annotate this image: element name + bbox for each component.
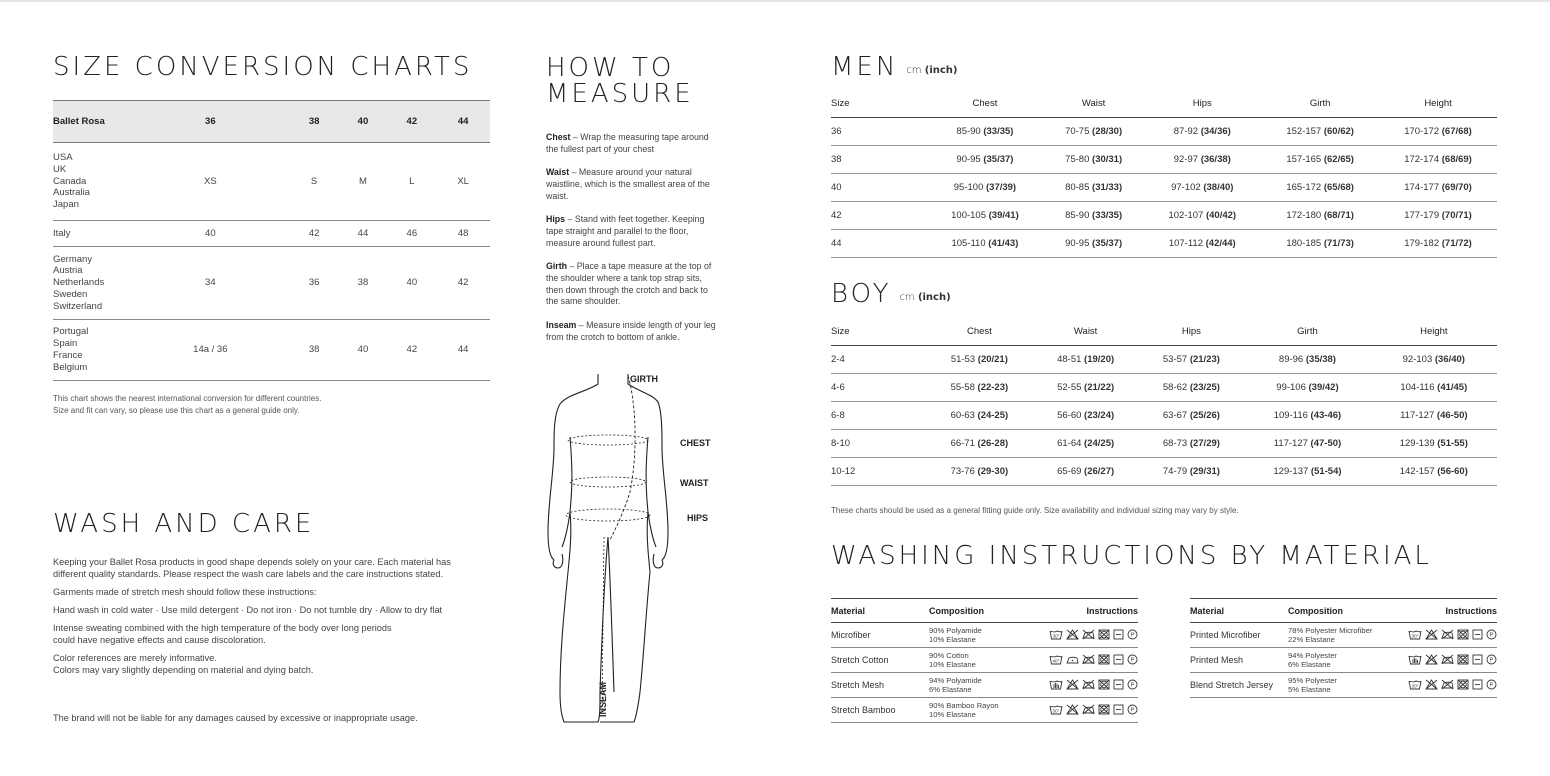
boy-size-row bbox=[831, 429, 1497, 457]
care-icons bbox=[1039, 673, 1138, 698]
conversion-size-cell: 42 bbox=[436, 247, 490, 320]
no-iron-icon bbox=[1082, 654, 1095, 667]
dry-flat-icon bbox=[1113, 679, 1124, 692]
boy-size-cell: 104-116 (41/45) bbox=[1371, 373, 1497, 401]
material-name: Stretch Mesh bbox=[831, 673, 929, 698]
conversion-size-cell: 44 bbox=[339, 221, 388, 247]
measure-inseam: Inseam – Measure inside length of your leg from the crotch to bottom of ankle. bbox=[546, 320, 716, 342]
wash-30-icon bbox=[1408, 629, 1422, 642]
chest-label: CHEST bbox=[680, 438, 711, 448]
boy-size-cell: 4-6 bbox=[831, 373, 926, 401]
men-size-cell: 40 bbox=[831, 173, 926, 201]
care-icons bbox=[1398, 673, 1497, 698]
washing-header-row-right bbox=[1190, 599, 1497, 623]
dry-flat-icon bbox=[1472, 679, 1483, 692]
boy-size-cell: 53-57 (21/23) bbox=[1139, 345, 1245, 373]
no-bleach-icon bbox=[1425, 679, 1438, 692]
no-bleach-icon bbox=[1425, 654, 1438, 667]
pro-clean-icon bbox=[1127, 629, 1138, 642]
wash-care-title: WASH AND CARE bbox=[53, 509, 315, 539]
svg-text:P: P bbox=[1489, 632, 1494, 639]
measure-hips: Hips – Stand with feet together. Keeping tape straight and parallel to the floor, measure around fullest part. bbox=[546, 214, 705, 248]
boy-header-cell: Height bbox=[1371, 319, 1497, 345]
wash-care-paragraph-2: Garments made of stretch mesh should follow these instructions: bbox=[53, 587, 317, 597]
material-name: Stretch Bamboo bbox=[831, 698, 929, 723]
boy-size-cell: 8-10 bbox=[831, 429, 926, 457]
men-header-cell: Height bbox=[1379, 91, 1497, 117]
boy-size-cell: 99-106 (39/42) bbox=[1244, 373, 1370, 401]
wash-40-icon bbox=[1049, 654, 1063, 667]
boy-size-row bbox=[831, 345, 1497, 373]
men-size-cell: 97-102 (38/40) bbox=[1143, 173, 1261, 201]
pro-clean-icon bbox=[1486, 679, 1497, 692]
washing-row bbox=[1190, 623, 1497, 648]
care-icons bbox=[1039, 648, 1138, 673]
boy-size-cell: 58-62 (23/25) bbox=[1139, 373, 1245, 401]
material-name: Printed Microfiber bbox=[1190, 623, 1288, 648]
measure-chest: Chest – Wrap the measuring tape around the fullest part of your chest bbox=[546, 132, 709, 154]
no-bleach-icon bbox=[1066, 679, 1079, 692]
waist-label: WAIST bbox=[680, 478, 709, 488]
boy-size-cell: 55-58 (22-23) bbox=[926, 373, 1033, 401]
washing-table-left bbox=[831, 598, 1138, 723]
boy-size-cell: 52-55 (21/22) bbox=[1033, 373, 1139, 401]
svg-text:30°: 30° bbox=[1052, 708, 1060, 713]
conversion-size-cell: 40 bbox=[387, 247, 436, 320]
dry-flat-icon bbox=[1113, 704, 1124, 717]
pro-clean-icon bbox=[1127, 654, 1138, 667]
boy-size-row bbox=[831, 457, 1497, 485]
svg-text:30°: 30° bbox=[1411, 633, 1419, 638]
conversion-size-cell: 34 bbox=[131, 247, 290, 320]
wash-care-paragraph-3: Hand wash in cold water · Use mild detergent · Do not iron · Do not tumble dry · Allow to dry flat bbox=[53, 605, 443, 615]
boy-size-cell: 2-4 bbox=[831, 345, 926, 373]
conversion-size-cell: 42 bbox=[290, 221, 339, 247]
no-bleach-icon bbox=[1066, 704, 1079, 717]
boy-size-cell: 117-127 (47-50) bbox=[1244, 429, 1370, 457]
conversion-size-cell: 48 bbox=[436, 221, 490, 247]
washing-row bbox=[1190, 673, 1497, 698]
svg-text:P: P bbox=[1489, 682, 1494, 689]
no-tumble-icon bbox=[1457, 654, 1469, 667]
washing-row bbox=[831, 648, 1138, 673]
pro-clean-icon bbox=[1127, 704, 1138, 717]
men-size-cell: 165-172 (65/68) bbox=[1261, 173, 1379, 201]
boy-size-cell: 63-67 (25/26) bbox=[1139, 401, 1245, 429]
boy-size-cell: 129-139 (51-55) bbox=[1371, 429, 1497, 457]
boy-size-cell: 74-79 (29/31) bbox=[1139, 457, 1245, 485]
men-size-cell: 172-180 (68/71) bbox=[1261, 201, 1379, 229]
boy-size-cell: 66-71 (26-28) bbox=[926, 429, 1033, 457]
boy-header-cell: Hips bbox=[1139, 319, 1245, 345]
svg-text:30°: 30° bbox=[1052, 633, 1060, 638]
men-size-cell: 87-92 (34/36) bbox=[1143, 117, 1261, 145]
boy-size-cell: 117-127 (46-50) bbox=[1371, 401, 1497, 429]
body-measure-diagram bbox=[540, 372, 730, 727]
how-to-measure-title-line2: MEASURE bbox=[546, 79, 694, 109]
men-size-cell: 177-179 (70/71) bbox=[1379, 201, 1497, 229]
no-tumble-icon bbox=[1098, 629, 1110, 642]
men-size-cell: 70-75 (28/30) bbox=[1044, 117, 1143, 145]
boy-size-cell: 10-12 bbox=[831, 457, 926, 485]
washing-row bbox=[1190, 648, 1497, 673]
men-size-row bbox=[831, 145, 1497, 173]
conversion-row bbox=[53, 143, 490, 221]
conversion-header-cell: 36 bbox=[131, 101, 290, 143]
size-conversion-title: SIZE CONVERSION CHARTS bbox=[53, 52, 473, 82]
boy-size-table bbox=[831, 319, 1497, 486]
conversion-size-cell: 42 bbox=[387, 320, 436, 381]
wash-care-disclaimer: The brand will not be liable for any damages caused by excessive or inappropriate usage. bbox=[53, 713, 418, 723]
boy-size-cell: 73-76 (29-30) bbox=[926, 457, 1033, 485]
men-size-row bbox=[831, 201, 1497, 229]
svg-text:P: P bbox=[1130, 707, 1135, 714]
men-header-cell: Size bbox=[831, 91, 926, 117]
no-bleach-icon bbox=[1066, 629, 1079, 642]
men-size-cell: 90-95 (35/37) bbox=[926, 145, 1044, 173]
material-composition: 94% Polyester 6% Elastane bbox=[1288, 648, 1398, 673]
material-name: Printed Mesh bbox=[1190, 648, 1288, 673]
conversion-size-cell: M bbox=[339, 143, 388, 221]
boy-size-cell: 48-51 (19/20) bbox=[1033, 345, 1139, 373]
pro-clean-icon bbox=[1486, 629, 1497, 642]
men-size-row bbox=[831, 117, 1497, 145]
material-name: Microfiber bbox=[831, 623, 929, 648]
care-icons bbox=[1039, 698, 1138, 723]
no-tumble-icon bbox=[1098, 704, 1110, 717]
men-size-cell: 85-90 (33/35) bbox=[926, 117, 1044, 145]
hips-label: HIPS bbox=[687, 513, 709, 523]
men-header-cell: Hips bbox=[1143, 91, 1261, 117]
conversion-size-cell: 40 bbox=[339, 320, 388, 381]
men-size-cell: 42 bbox=[831, 201, 926, 229]
men-header-cell: Girth bbox=[1261, 91, 1379, 117]
men-size-row bbox=[831, 229, 1497, 257]
no-tumble-icon bbox=[1098, 679, 1110, 692]
no-iron-icon bbox=[1082, 704, 1095, 717]
men-title: MEN cm (inch) bbox=[831, 52, 958, 82]
men-size-cell: 152-157 (60/62) bbox=[1261, 117, 1379, 145]
material-composition: 90% Polyamide 10% Elastane bbox=[929, 623, 1039, 648]
body-outline-left bbox=[548, 374, 598, 560]
material-composition: 78% Polyester Microfiber 22% Elastane bbox=[1288, 623, 1398, 648]
boy-header-cell: Girth bbox=[1244, 319, 1370, 345]
boy-size-cell: 6-8 bbox=[831, 401, 926, 429]
conversion-size-cell: XS bbox=[131, 143, 290, 221]
size-conversion-table bbox=[53, 100, 490, 381]
material-composition: 90% Bamboo Rayon 10% Elastane bbox=[929, 698, 1039, 723]
conversion-size-cell: 38 bbox=[339, 247, 388, 320]
men-size-cell: 100-105 (39/41) bbox=[926, 201, 1044, 229]
boy-header-cell: Size bbox=[831, 319, 926, 345]
dry-flat-icon bbox=[1472, 629, 1483, 642]
care-icons bbox=[1039, 623, 1138, 648]
men-header-row bbox=[831, 91, 1497, 117]
conversion-size-cell: 46 bbox=[387, 221, 436, 247]
boy-header-cell: Chest bbox=[926, 319, 1033, 345]
boy-size-cell: 92-103 (36/40) bbox=[1371, 345, 1497, 373]
men-size-table bbox=[831, 91, 1497, 258]
men-size-cell: 38 bbox=[831, 145, 926, 173]
conversion-row bbox=[53, 247, 490, 320]
washing-header-row-left bbox=[831, 599, 1138, 623]
boy-size-cell: 61-64 (24/25) bbox=[1033, 429, 1139, 457]
boy-size-cell: 68-73 (27/29) bbox=[1139, 429, 1245, 457]
men-size-cell: 92-97 (36/38) bbox=[1143, 145, 1261, 173]
conversion-countries-cell: Germany Austria Netherlands Sweden Switzerland bbox=[53, 247, 131, 320]
boy-size-cell: 142-157 (56-60) bbox=[1371, 457, 1497, 485]
washing-header-cell: Composition bbox=[1288, 599, 1398, 623]
wash-care-paragraph-1: Keeping your Ballet Rosa products in good shape depends solely on your care. Each material has different quality standards. Please respect the wash care labels and the care instructions stated. bbox=[53, 557, 451, 579]
svg-text:P: P bbox=[1130, 632, 1135, 639]
men-size-cell: 102-107 (40/42) bbox=[1143, 201, 1261, 229]
hand-wash-icon bbox=[1408, 654, 1422, 667]
conversion-header-cell: 42 bbox=[387, 101, 436, 143]
men-header-cell: Chest bbox=[926, 91, 1044, 117]
men-size-cell: 80-85 (31/33) bbox=[1044, 173, 1143, 201]
washing-header-cell: Instructions bbox=[1039, 599, 1138, 623]
dry-flat-icon bbox=[1472, 654, 1483, 667]
inseam-label: INSEAM bbox=[598, 681, 608, 717]
washing-row bbox=[831, 673, 1138, 698]
svg-text:P: P bbox=[1130, 657, 1135, 664]
men-size-cell: 180-185 (71/73) bbox=[1261, 229, 1379, 257]
material-composition: 94% Polyamide 6% Elastane bbox=[929, 673, 1039, 698]
washing-row bbox=[831, 623, 1138, 648]
material-composition: 95% Polyester 5% Elastane bbox=[1288, 673, 1398, 698]
pro-clean-icon bbox=[1486, 654, 1497, 667]
conversion-size-cell: 40 bbox=[131, 221, 290, 247]
boy-size-cell: 129-137 (51-54) bbox=[1244, 457, 1370, 485]
men-size-cell: 44 bbox=[831, 229, 926, 257]
pro-clean-icon bbox=[1127, 679, 1138, 692]
how-to-measure-title bbox=[546, 55, 694, 107]
men-size-cell: 172-174 (68/69) bbox=[1379, 145, 1497, 173]
svg-text:P: P bbox=[1489, 657, 1494, 664]
no-iron-icon bbox=[1441, 654, 1454, 667]
washing-row bbox=[831, 698, 1138, 723]
material-name: Blend Stretch Jersey bbox=[1190, 673, 1288, 698]
washing-header-cell: Material bbox=[831, 599, 929, 623]
svg-text:P: P bbox=[1130, 682, 1135, 689]
washing-table-right bbox=[1190, 598, 1497, 698]
dry-flat-icon bbox=[1113, 629, 1124, 642]
boy-size-cell: 51-53 (20/21) bbox=[926, 345, 1033, 373]
care-icons bbox=[1398, 623, 1497, 648]
dry-flat-icon bbox=[1113, 654, 1124, 667]
conversion-header-cell: 38 bbox=[290, 101, 339, 143]
svg-text:40°: 40° bbox=[1052, 658, 1060, 663]
boy-header-cell: Waist bbox=[1033, 319, 1139, 345]
conversion-size-cell: 38 bbox=[290, 320, 339, 381]
conversion-header-cell: 44 bbox=[436, 101, 490, 143]
measure-waist: Waist – Measure around your natural waistline, which is the smallest area of the waist. bbox=[546, 167, 710, 201]
size-conversion-note: This chart shows the nearest international conversion for different countries. Size and fit can vary, so please use this chart as a general guide only. bbox=[53, 394, 322, 415]
wash-30-icon bbox=[1408, 679, 1422, 692]
no-iron-icon bbox=[1082, 629, 1095, 642]
men-size-cell: 179-182 (71/72) bbox=[1379, 229, 1497, 257]
top-border bbox=[0, 0, 1550, 2]
conversion-header-cell: Ballet Rosa bbox=[53, 101, 131, 143]
wash-care-paragraph-5: Color references are merely informative. Colors may vary slightly depending on material and dying batch. bbox=[53, 653, 314, 675]
no-iron-icon bbox=[1082, 679, 1095, 692]
material-composition: 90% Cotton 10% Elastane bbox=[929, 648, 1039, 673]
size-conversion-header-row bbox=[53, 101, 490, 143]
conversion-header-cell: 40 bbox=[339, 101, 388, 143]
boy-size-cell: 56-60 (23/24) bbox=[1033, 401, 1139, 429]
hand-wash-icon bbox=[1049, 679, 1063, 692]
boy-size-cell: 109-116 (43-46) bbox=[1244, 401, 1370, 429]
conversion-countries-cell: USA UK Canada Australia Japan bbox=[53, 143, 131, 221]
conversion-size-cell: 36 bbox=[290, 247, 339, 320]
size-charts-note: These charts should be used as a general fitting guide only. Size availability and individual sizing may vary by style. bbox=[831, 506, 1239, 515]
boy-size-row bbox=[831, 373, 1497, 401]
conversion-countries-cell: Italy bbox=[53, 221, 131, 247]
washing-header-cell: Instructions bbox=[1398, 599, 1497, 623]
boy-size-row bbox=[831, 401, 1497, 429]
no-tumble-icon bbox=[1098, 654, 1110, 667]
no-tumble-icon bbox=[1457, 629, 1469, 642]
men-header-cell: Waist bbox=[1044, 91, 1143, 117]
men-size-row bbox=[831, 173, 1497, 201]
boy-header-row bbox=[831, 319, 1497, 345]
conversion-size-cell: XL bbox=[436, 143, 490, 221]
boy-size-cell: 65-69 (26/27) bbox=[1033, 457, 1139, 485]
men-size-cell: 90-95 (35/37) bbox=[1044, 229, 1143, 257]
boy-size-cell: 89-96 (35/38) bbox=[1244, 345, 1370, 373]
wash-30-icon bbox=[1049, 704, 1063, 717]
no-iron-icon bbox=[1441, 679, 1454, 692]
men-size-cell: 174-177 (69/70) bbox=[1379, 173, 1497, 201]
conversion-row bbox=[53, 320, 490, 381]
men-size-cell: 75-80 (30/31) bbox=[1044, 145, 1143, 173]
girth-label: GIRTH bbox=[630, 374, 658, 384]
conversion-size-cell: 44 bbox=[436, 320, 490, 381]
how-to-measure-title-line1: HOW TO bbox=[546, 53, 675, 83]
men-size-cell: 107-112 (42/44) bbox=[1143, 229, 1261, 257]
conversion-row bbox=[53, 221, 490, 247]
no-tumble-icon bbox=[1457, 679, 1469, 692]
men-size-cell: 170-172 (67/68) bbox=[1379, 117, 1497, 145]
no-iron-icon bbox=[1441, 629, 1454, 642]
men-size-cell: 105-110 (41/43) bbox=[926, 229, 1044, 257]
svg-text:30°: 30° bbox=[1411, 683, 1419, 688]
men-size-cell: 95-100 (37/39) bbox=[926, 173, 1044, 201]
men-size-cell: 157-165 (62/65) bbox=[1261, 145, 1379, 173]
conversion-size-cell: S bbox=[290, 143, 339, 221]
conversion-size-cell: 14a / 36 bbox=[131, 320, 290, 381]
boy-title: BOY cm (inch) bbox=[831, 279, 951, 309]
no-bleach-icon bbox=[1425, 629, 1438, 642]
conversion-size-cell: L bbox=[387, 143, 436, 221]
men-size-cell: 36 bbox=[831, 117, 926, 145]
men-size-cell: 85-90 (33/35) bbox=[1044, 201, 1143, 229]
washing-header-cell: Composition bbox=[929, 599, 1039, 623]
care-icons bbox=[1398, 648, 1497, 673]
washing-header-cell: Material bbox=[1190, 599, 1288, 623]
wash-30-icon bbox=[1049, 629, 1063, 642]
boy-size-cell: 60-63 (24-25) bbox=[926, 401, 1033, 429]
washing-instructions-title: WASHING INSTRUCTIONS BY MATERIAL bbox=[831, 541, 1432, 571]
measure-girth: Girth – Place a tape measure at the top of the shoulder where a tank top strap sits, then down through the crotch and back to the same shoulder. bbox=[546, 261, 712, 307]
material-name: Stretch Cotton bbox=[831, 648, 929, 673]
wash-care-paragraph-4: Intense sweating combined with the high temperature of the body over long periods could have negative effects and cause discoloration. bbox=[53, 623, 392, 645]
conversion-countries-cell: Portugal Spain France Belgium bbox=[53, 320, 131, 381]
iron-icon bbox=[1066, 654, 1079, 667]
